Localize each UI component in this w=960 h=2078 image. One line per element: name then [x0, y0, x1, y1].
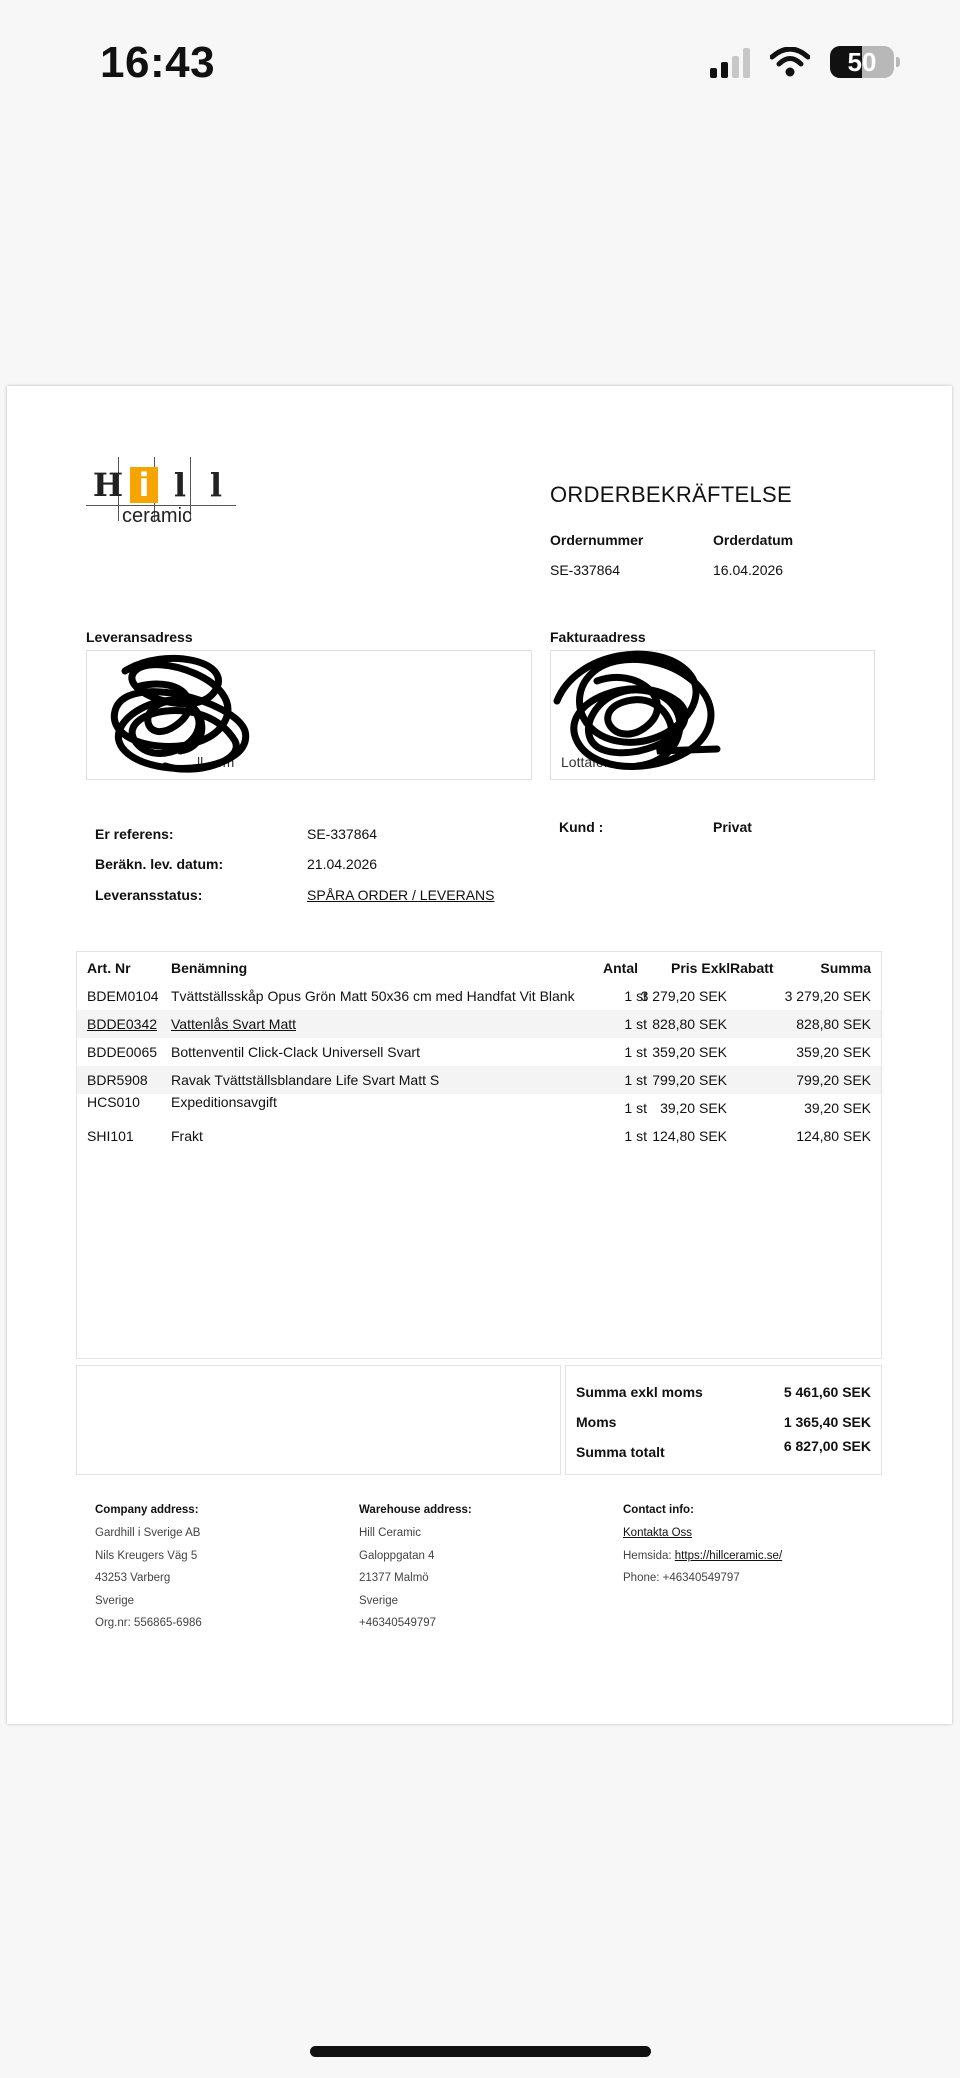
status-icons: [710, 46, 894, 78]
order-number-label: Ordernummer: [550, 532, 644, 548]
delivery-address-label: Leveransadress: [86, 629, 193, 645]
order-items-table: [76, 951, 882, 1359]
table-row: SHI101 Frakt 1 st 124,80 SEK 124,80 SEK: [87, 1128, 871, 1144]
col-header-art: Art. Nr: [87, 960, 131, 976]
website-link[interactable]: https://hillceramic.se/: [674, 1549, 783, 1562]
product-link[interactable]: Vattenlås Svart Matt: [171, 1016, 297, 1032]
col-header-qty: Antal: [603, 960, 638, 976]
wifi-icon: [770, 47, 810, 77]
table-row: BDDE0065 Bottenventil Click-Clack Universell Svart 1 st 359,20 SEK 359,20 SEK: [87, 1044, 871, 1060]
subtotal-value: 5 461,60 SEK: [783, 1384, 871, 1400]
customer-value: Privat: [713, 819, 752, 835]
phone-number: Phone: +46340549797: [623, 1572, 740, 1584]
warehouse-address: Warehouse address: Hill Ceramic Galoppgatan 4 21377 Malmö Sverige +46340549797: [359, 1504, 472, 1629]
home-indicator[interactable]: [310, 2046, 651, 2057]
delivery-address-fragment: ll...om: [197, 754, 235, 770]
totals-box: [565, 1365, 882, 1475]
total-label: Summa totalt: [576, 1444, 665, 1460]
contact-us-link[interactable]: Kontakta Oss: [623, 1527, 693, 1539]
vat-label: Moms: [576, 1414, 617, 1430]
delivery-status-label: Leveransstatus:: [95, 887, 203, 903]
order-date-label: Orderdatum: [713, 532, 794, 548]
delivery-date-label: Beräkn. lev. datum:: [95, 856, 224, 872]
total-value: 6 827,00 SEK: [783, 1438, 871, 1454]
col-header-sum: Summa: [820, 960, 871, 976]
delivery-address-box: [86, 650, 532, 780]
order-date: 16.04.2026: [713, 562, 784, 578]
battery-icon: 50: [830, 46, 894, 78]
reference-value: SE-337864: [307, 826, 378, 842]
notes-box: [76, 1365, 561, 1475]
delivery-date-value: 21.04.2026: [307, 856, 378, 872]
table-row: BDEM0104 Tvättställsskåp Opus Grön Matt 50x36 cm med Handfat Vit Blank 1 st 3 279,20 SEK 3 279,20 SEK: [87, 988, 871, 1004]
invoice-address-box: [550, 650, 875, 780]
col-header-name: Benämning: [171, 960, 248, 976]
col-header-price: Pris Exkl: [671, 960, 731, 976]
invoice-address-label: Fakturaadress: [550, 629, 646, 645]
table-row: BDDE0342 Vattenlås Svart Matt 1 st 828,80 SEK 828,80 SEK: [77, 1010, 881, 1038]
invoice-address-fragment: Lottafor...: [561, 754, 620, 770]
customer-label: Kund :: [559, 819, 604, 835]
article-link[interactable]: BDDE0342: [87, 1016, 158, 1032]
table-row: HCS010 Expeditionsavgift 1 st 39,20 SEK 39,20 SEK: [87, 1094, 871, 1116]
cellular-signal-icon: [710, 46, 750, 78]
track-order-link[interactable]: SPÅRA ORDER / LEVERANS: [307, 887, 495, 903]
reference-label: Er referens:: [95, 826, 174, 842]
vat-value: 1 365,40 SEK: [783, 1414, 871, 1430]
status-time: 16:43: [100, 38, 216, 87]
table-row: BDR5908 Ravak Tvättställsblandare Life Svart Matt S 1 st 799,20 SEK 799,20 SEK: [77, 1066, 881, 1094]
order-number: SE-337864: [550, 562, 621, 578]
contact-info: Contact info: Kontakta Oss Hemsida: https://hillceramic.se/ Phone: +46340549797: [623, 1504, 782, 1595]
hill-ceramic-logo: H i l l ceramic: [86, 457, 244, 535]
company-address: Company address: Gardhill i Sverige AB Nils Kreugers Väg 5 43253 Varberg Sverige Org.nr: 556865-6986: [95, 1504, 202, 1629]
redaction-scribble: [95, 651, 265, 781]
redaction-scribble: [537, 631, 737, 781]
col-header-discount: Rabatt: [730, 960, 774, 976]
subtotal-label: Summa exkl moms: [576, 1384, 703, 1400]
document-page: [7, 386, 952, 1724]
document-title: ORDERBEKRÄFTELSE: [550, 482, 792, 507]
